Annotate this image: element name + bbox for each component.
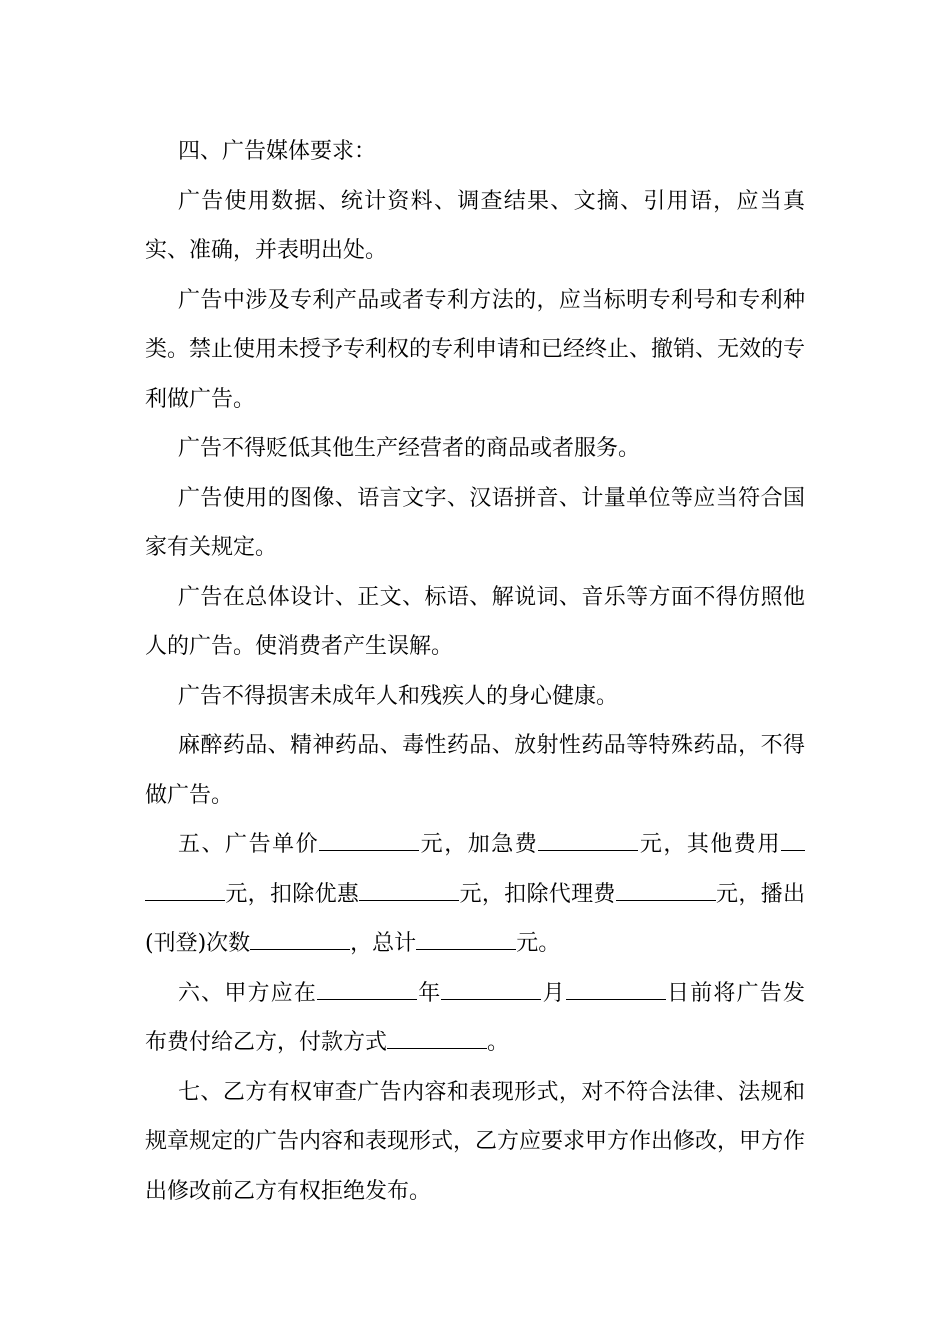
payment-text: 年 xyxy=(417,980,442,1006)
month-blank[interactable] xyxy=(441,979,541,1000)
year-blank[interactable] xyxy=(317,979,417,1000)
paragraph: 麻醉药品、精神药品、毒性药品、放射性药品等特殊药品，不得做广告。 xyxy=(145,733,805,808)
rush-fee-blank[interactable] xyxy=(538,830,638,851)
other-fee-blank-start[interactable] xyxy=(781,830,805,851)
fee-text: ，总计 xyxy=(350,931,417,956)
total-blank[interactable] xyxy=(416,929,516,950)
section-6-payment xyxy=(145,969,805,1068)
document-body xyxy=(145,127,805,1216)
discount-blank[interactable] xyxy=(359,880,459,901)
fee-text: 元，扣除代理费 xyxy=(459,881,616,907)
broadcast-count-blank[interactable] xyxy=(250,929,350,950)
fee-text: 元。 xyxy=(516,931,561,956)
paragraph: 广告使用的图像、语言文字、汉语拼音、计量单位等应当符合国家有关规定。 xyxy=(145,485,805,560)
paragraph: 广告不得损害未成年人和残疾人的身心健康。 xyxy=(178,683,619,709)
fee-text: 元，扣除优惠 xyxy=(225,881,360,907)
payment-text: 。 xyxy=(487,1030,510,1055)
fee-text: 元，播出(刊登)次数 xyxy=(145,881,805,956)
unit-price-blank[interactable] xyxy=(319,830,419,851)
payment-method-blank[interactable] xyxy=(387,1028,487,1049)
section-4-heading: 四、广告媒体要求： xyxy=(178,139,377,164)
payment-text: 日前将广告发布费付给乙方，付款方式 xyxy=(145,980,805,1055)
day-blank[interactable] xyxy=(566,979,666,1000)
paragraph: 广告在总体设计、正文、标语、解说词、音乐等方面不得仿照他人的广告。使消费者产生误解。 xyxy=(145,584,805,659)
other-fee-blank[interactable] xyxy=(145,880,225,901)
section-7-review: 七、乙方有权审查广告内容和表现形式，对不符合法律、法规和规章规定的广告内容和表现形式，乙方应要求甲方作出修改，甲方作出修改前乙方有权拒绝发布。 xyxy=(145,1079,806,1204)
payment-text: 六、甲方应在 xyxy=(178,980,318,1006)
paragraph: 广告使用数据、统计资料、调查结果、文摘、引用语，应当真实、准确，并表明出处。 xyxy=(145,188,805,263)
fee-text: 五、广告单价 xyxy=(178,832,320,857)
fee-text: 元，其他费用 xyxy=(638,832,781,857)
paragraph: 广告不得贬低其他生产经营者的商品或者服务。 xyxy=(178,436,641,461)
section-5-fees xyxy=(145,820,805,969)
paragraph: 广告中涉及专利产品或者专利方法的，应当标明专利号和专利种类。禁止使用未授予专利权的专利申请和已经终止、撤销、无效的专利做广告。 xyxy=(145,287,806,412)
agency-fee-blank[interactable] xyxy=(616,880,716,901)
fee-text: 元，加急费 xyxy=(419,832,539,857)
payment-text: 月 xyxy=(541,980,566,1006)
